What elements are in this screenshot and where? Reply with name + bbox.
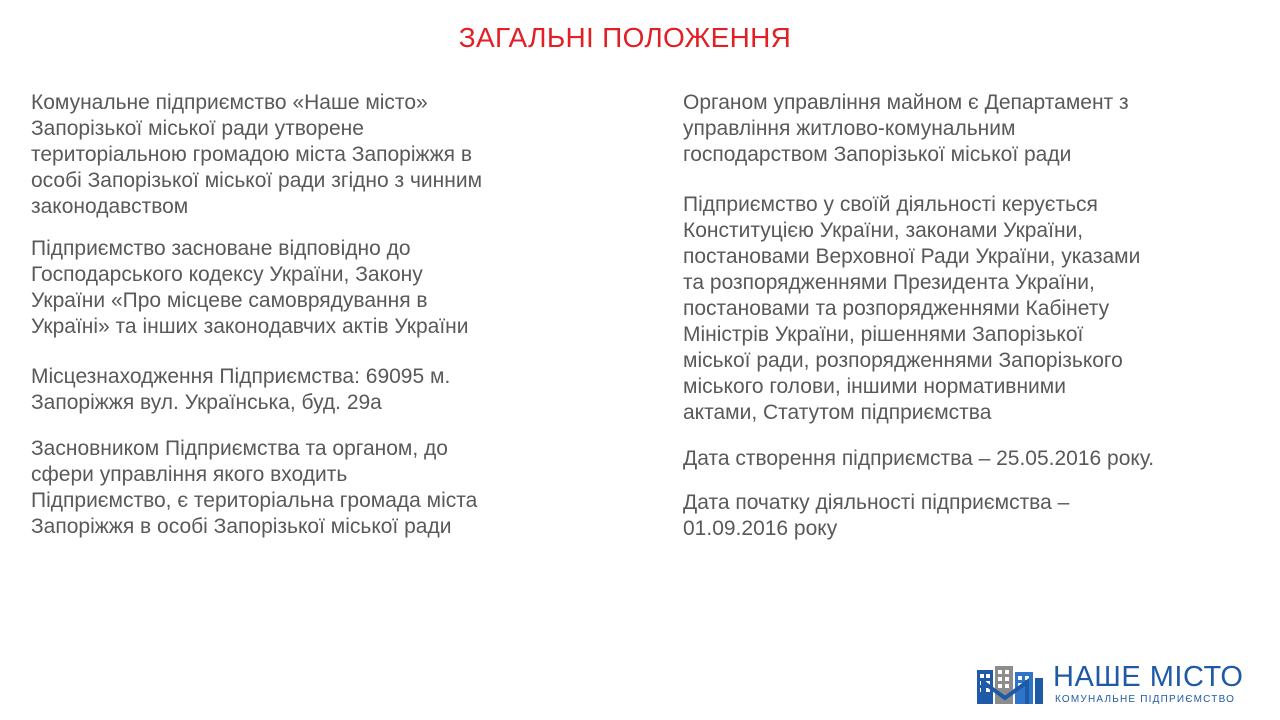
logo-name: НАШЕ МІСТО (1053, 661, 1244, 693)
paragraph-legal-framework: Підприємство у своїй діяльності керується Конституцією України, законами України, постановами Верховної Ради України, указами та розпорядженнями Президента України, постановами та розпорядженнями Кабінету Міністрів України, рішеннями Запорізької міської ради, розпорядженнями Запорізького міського голови, іншими нормативними актами, Статутом підприємства (683, 193, 1141, 424)
paragraph-property-management: Органом управління майном є Департамент з управління житлово-комунальним господарством Запорізької міської ради (683, 91, 1129, 166)
company-logo (975, 661, 1265, 710)
building-logo-icon (975, 664, 1045, 706)
slide-title: ЗАГАЛЬНІ ПОЛОЖЕННЯ (458, 22, 792, 53)
right-column (683, 90, 1263, 542)
paragraph-founding-basis: Підприємство засноване відповідно до Господарського кодексу України, Закону України «Про місцеве самоврядування в Україні» та інших законодавчих актів України (31, 237, 469, 338)
paragraph-creation-date: Дата створення підприємства – 25.05.2016 року. (683, 447, 1155, 470)
paragraph-founder: Засновником Підприємства та органом, до сфери управління якого входить Підприємство, є територіальна громада міста Запоріжжя в особі Запорізької міської ради (31, 437, 478, 538)
left-column (31, 90, 631, 540)
paragraph-location: Місцезнаходження Підприємства: 69095 м. Запоріжжя вул. Українська, буд. 29а (31, 365, 451, 414)
paragraph-start-date: Дата початку діяльності підприємства – 01.09.2016 року (683, 491, 1070, 540)
logo-subtitle: КОМУНАЛЬНЕ ПІДПРИЄМСТВО (1055, 694, 1236, 705)
paragraph-legal-status: Комунальне підприємство «Наше місто» Запорізької міської ради утворене територіальною громадою міста Запоріжжя в особі Запорізької міської ради згідно з чинним законодавством (31, 91, 483, 218)
